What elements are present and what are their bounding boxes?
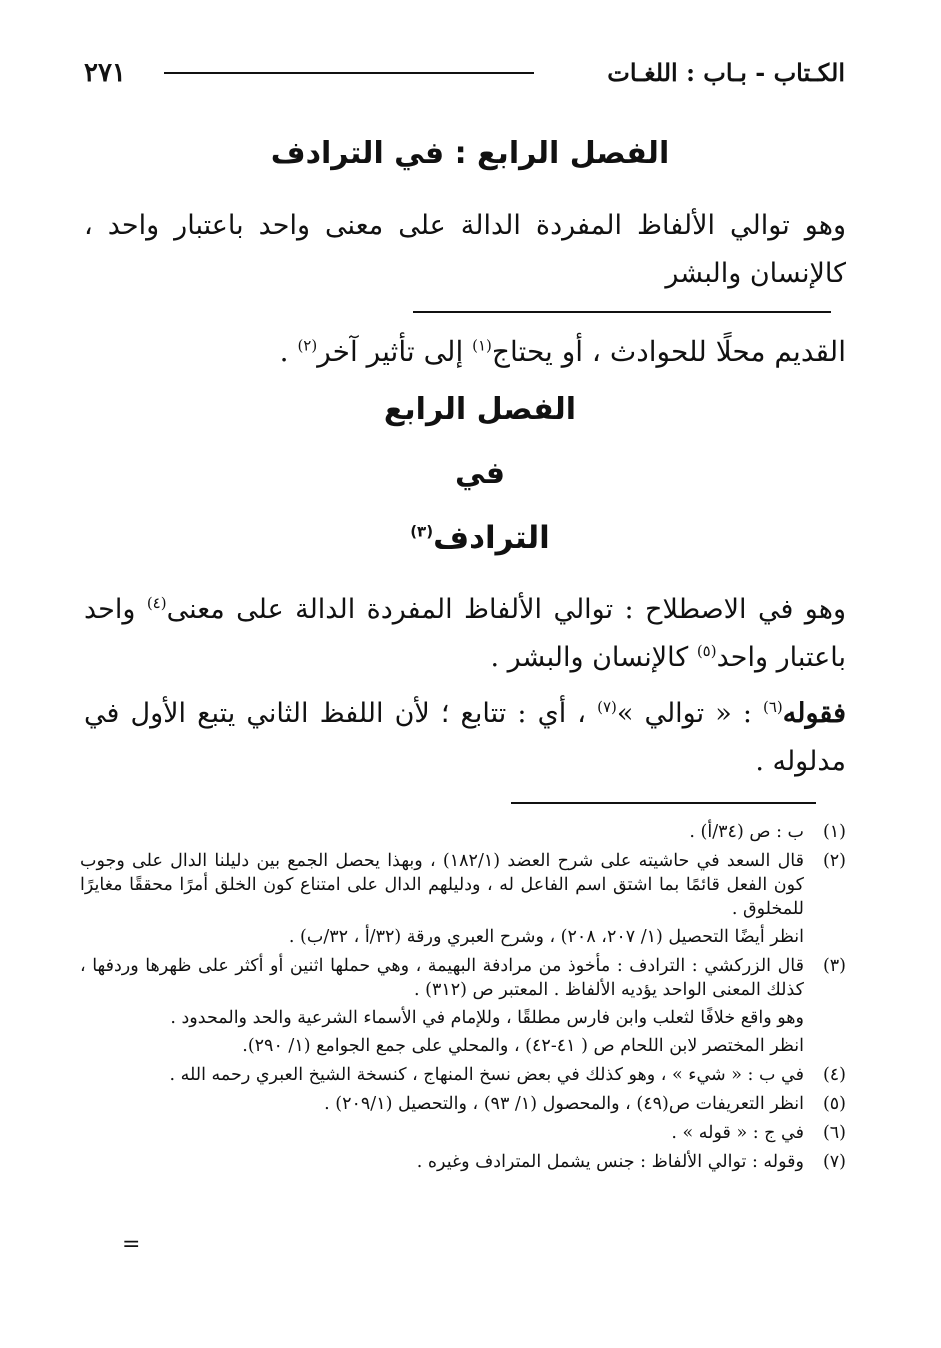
footnote-text: قال السعد في حاشيته على شرح العضد (١٨٢/١) ، وبهذا يحصل الجمع بين دليلنا الدال على وجوب كون الفعل قائمًا بما اشتق اسم الفاعل له ، ودليلهم الدال على امتناع كون الخلق أمرًا محققًا مغايرًا للمخلوق .	[80, 851, 804, 919]
footnote-number: (٥)	[822, 1094, 846, 1114]
matn-separator-rule	[413, 311, 831, 313]
definition-text-2: واحد باعتبار واحد	[84, 594, 846, 673]
footnote-ref-4: (٤)	[146, 594, 167, 612]
continuation-text-1: القديم محلًا للحوادث ، أو يحتاج	[491, 335, 846, 368]
definition-paragraph	[84, 586, 846, 682]
footnote-text: قال الزركشي : الترادف : مأخوذ من مرادفة البهيمة ، وهي حملها اثنين أو أكثر على ظهرها وردفها ، كذلك المعنى الواحد يؤديه الألفاظ . المعتبر ص (٣١٢) .	[80, 956, 804, 1000]
footnotes	[80, 820, 846, 1179]
footnote-ref-6: (٦)	[763, 698, 783, 716]
explanation-text-2: ، أي : تتابع ؛ لأن اللفظ الثاني يتبع الأول في مدلوله .	[84, 698, 846, 777]
footnote-ref-3: (٣)	[410, 522, 434, 541]
footnote-body	[80, 820, 804, 844]
footnote-body	[80, 954, 804, 1058]
footnote-ref-2: (٢)	[297, 336, 318, 355]
sharh-continuation-line	[84, 328, 846, 376]
chapter-title-line-1: الفصل الرابع	[383, 392, 577, 427]
running-title: الكـتاب - بـاب : اللغـات	[607, 58, 845, 87]
footnote-5	[80, 1092, 846, 1116]
chapter-title-line-2: في	[455, 456, 505, 491]
explanation-lead: فقوله	[782, 698, 846, 729]
footnote-ref-5: (٥)	[696, 642, 717, 660]
footnote-number: (٣)	[822, 956, 846, 976]
chapter-title-text: الترادف	[433, 520, 550, 556]
footnote-number: (٢)	[822, 851, 846, 871]
footnote-body	[80, 1121, 804, 1145]
footnote-separator-rule	[511, 802, 816, 804]
footnote-body	[80, 1063, 804, 1087]
footnote-text: وهو واقع خلافًا لثعلب وابن فارس مطلقًا ، وللإمام في الأسماء الشرعية والحد والمحدود .	[170, 1008, 804, 1028]
definition-text-1: وهو في الاصطلاح : توالي الألفاظ المفردة الدالة على معنى	[166, 594, 846, 625]
footnote-body	[80, 1092, 804, 1116]
footnote-6	[80, 1121, 846, 1145]
footnote-ref-1: (١)	[472, 336, 492, 355]
page-number: ٢٧١	[84, 58, 126, 88]
chapter-title-line-3	[240, 520, 720, 556]
footnote-text: ب : ص (٣٤/أ) .	[689, 822, 804, 842]
footnote-text: في ب : « شيء » ، وهو كذلك في بعض نسخ المنهاج ، كنسخة الشيخ العبري رحمه الله .	[169, 1065, 804, 1085]
explanation-text-1: : « توالي »	[616, 698, 763, 729]
continuation-text-2: إلى تأثير آخر	[317, 335, 473, 368]
footnote-4	[80, 1063, 846, 1087]
header-rule	[164, 72, 534, 74]
definition-text-3: كالإنسان والبشر .	[490, 642, 697, 673]
section-heading: الفصل الرابع : في الترادف	[270, 136, 670, 171]
continuation-text-3: .	[279, 335, 298, 368]
footnote-text: في ج : « قوله » .	[671, 1123, 804, 1143]
footnote-text: وقوله : توالي الألفاظ : جنس يشمل المترادف وغيره .	[416, 1152, 804, 1172]
footnote-1	[80, 820, 846, 844]
footnote-body	[80, 849, 804, 949]
footnote-number: (٤)	[822, 1065, 846, 1085]
footnote-text: انظر أيضًا التحصيل (١/ ٢٠٧، ٢٠٨) ، وشرح العبري ورقة (٣٢/أ ، ٣٢/ب) .	[288, 927, 804, 947]
footnote-number: (٧)	[822, 1152, 846, 1172]
footnote-7	[80, 1150, 846, 1174]
footnote-ref-7: (٧)	[597, 698, 617, 716]
footnote-body	[80, 1150, 804, 1174]
matn-definition: وهو توالي الألفاظ المفردة الدالة على معنى واحد باعتبار واحد ، كالإنسان والبشر	[84, 210, 846, 289]
footnote-text: انظر المختصر لابن اللحام ص ( ٤١-٤٢) ، والمحلي على جمع الجوامع (١/ ٢٩٠).	[242, 1036, 804, 1056]
explanation-paragraph	[84, 690, 846, 786]
continuation-mark: =	[122, 1232, 141, 1257]
footnote-number: (٦)	[822, 1123, 846, 1143]
footnote-text: انظر التعريفات ص(٤٩) ، والمحصول (١/ ٩٣) ، والتحصيل (٢٠٩/١) .	[324, 1094, 804, 1114]
footnote-3	[80, 954, 846, 1058]
footnote-2	[80, 849, 846, 949]
footnote-number: (١)	[822, 822, 846, 842]
